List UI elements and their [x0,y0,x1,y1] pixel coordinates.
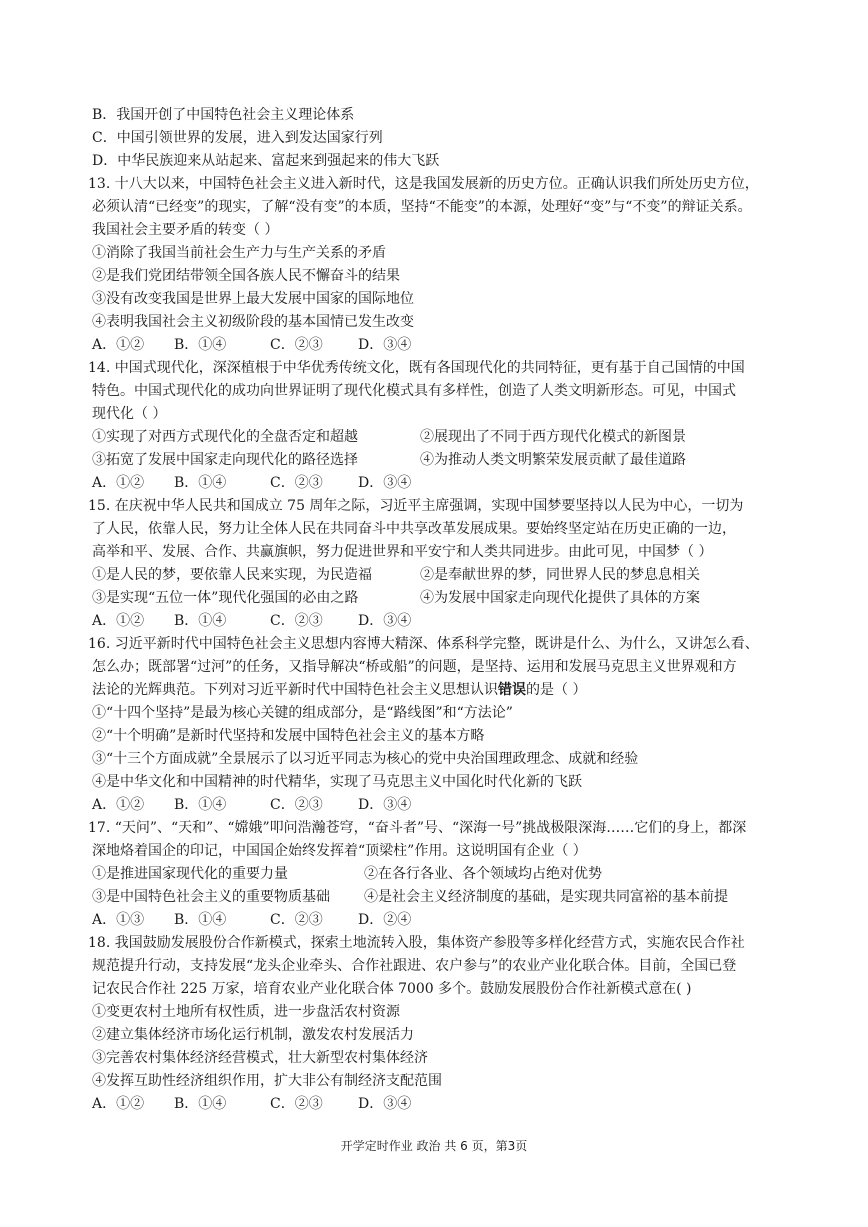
q16-answers [92,794,808,817]
page-footer: 开学定时作业 政治 共 6 页，第3页 [340,1139,528,1153]
q14-answer-d: D．③④ [358,475,412,491]
q18-answer-a: A．①② [92,1096,145,1112]
q13-item: ④表明我国社会主义初级阶段的基本国情已发生改变 [92,314,414,330]
q16-answer-a: A．①② [92,797,145,813]
q17-answer-a: A．①③ [92,912,145,928]
q16-answer-b: B．①④ [174,797,227,813]
q15-answer-d: D．③④ [358,613,412,629]
q13-item: ③没有改变我国是世界上最大发展中国家的国际地位 [92,291,414,307]
q17-stem-line: 17. “天问”、“天和”、“嫦娥”叩问浩瀚苍穹，“奋斗者”号、“深海一号”挑战极限深海……它们的身上，都深 [88,820,747,836]
q16-stem-line: 16. 习近平新时代中国特色社会主义思想内容博大精深、体系科学完整，既讲是什么、为什么，又讲怎么看、 [88,636,759,652]
q13-answer-c: C．②③ [270,337,323,353]
q14-answer-a: A．①② [92,475,145,491]
q14-stem-line: 14. 中国式现代化，深深植根于中华优秀传统文化，既有各国现代化的共同特征，更有基于自己国情的中国 [88,360,745,376]
q15-answer-a: A．①② [92,613,145,629]
q18-stem-line: 18. 我国鼓励发展股份合作新模式，探索土地流转入股，集体资产参股等多样化经营方式，实施农民合作社 [88,935,745,951]
q13-answer-d: D．③④ [358,337,412,353]
q14-stem-line: 现代化（ ） [92,406,167,422]
q15-item-row [92,564,808,587]
q18-item: ①变更农村土地所有权性质，进一步盘活农村资源 [92,1004,400,1020]
q13-stem-line: 我国社会主要矛盾的转变（ ） [92,222,279,238]
q14-item-row [92,426,808,449]
q17-item-row [92,863,808,886]
q15-stem-line: 了人民，依靠人民，努力让全体人民在共同奋斗中共享改革发展成果。要始终坚定站在历史正确的一边， [92,521,736,537]
prev-option-c: C．中国引领世界的发展，进入到发达国家行列 [92,130,383,146]
q16-item: ④是中华文化和中国精神的时代精华，实现了马克思主义中国化时代化新的飞跃 [92,774,582,790]
q14-answer-c: C．②③ [270,475,323,491]
q13-item: ①消除了我国当前社会生产力与生产关系的矛盾 [92,245,386,261]
q17-item: ②在各行各业、各个领域均占绝对优势 [364,866,602,882]
q17-item-row [92,886,808,909]
q13-stem-line: 13. 十八大以来，中国特色社会主义进入新时代，这是我国发展新的历史方位。正确认识我们所处历史方位， [88,176,759,192]
q17-answer-d: D．②④ [358,912,412,928]
q14-item: ④为推动人类文明繁荣发展贡献了最佳道路 [420,452,686,468]
q16-stem-line [92,679,808,702]
q16-answer-d: D．③④ [358,797,412,813]
q14-item-row [92,449,808,472]
q17-stem-line: 深地烙着国企的印记，中国国企始终发挥着“顶梁柱”作用。这说明国有企业（ ） [92,843,587,859]
q15-answers [92,610,808,633]
q16-stem-text: 法论的光辉典范。下列对习近平新时代中国特色社会主义思想认识 [92,682,498,698]
q15-item: ③是实现“五位一体”现代化强国的必由之路 [92,590,359,606]
q17-item: ①是推进国家现代化的重要力量 [92,866,288,882]
q18-answer-b: B．①④ [174,1096,227,1112]
q15-answer-b: B．①④ [174,613,227,629]
q13-answer-a: A．①② [92,337,145,353]
q18-item: ③完善农村集体经济经营模式，壮大新型农村集体经济 [92,1050,428,1066]
q14-item: ②展现出了不同于西方现代化模式的新图景 [420,429,686,445]
q16-stem-line: 怎么办；既部署“过河”的任务，又指导解决“桥或船”的问题，是坚持、运用和发展马克思主义世界观和方 [92,659,737,675]
prev-option-d: D．中华民族迎来从站起来、富起来到强起来的伟大飞跃 [92,153,440,169]
q15-item: ②是奉献世界的梦，同世界人民的梦息息相关 [420,567,700,583]
q15-stem-line: 高举和平、发展、合作、共赢旗帜，努力促进世界和平安宁和人类共同进步。由此可见，中国梦（ ） [92,544,713,560]
q16-emphasis: 错误 [498,682,526,698]
q15-item: ④为发展中国家走向现代化提供了具体的方案 [420,590,700,606]
q17-item: ③是中国特色社会主义的重要物质基础 [92,889,330,905]
q17-answer-b: B．①④ [174,912,227,928]
q18-answer-c: C．②③ [270,1096,323,1112]
q14-answer-b: B．①④ [174,475,227,491]
q13-stem-line: 必须认清“已经变”的现实，了解“没有变”的本质，坚持“不能变”的本源，处理好“变”与“不变”的辩证关系。 [92,199,752,215]
q14-stem-line: 特色。中国式现代化的成功向世界证明了现代化模式具有多样性，创造了人类文明新形态。可见，中国式 [92,383,736,399]
q15-item: ①是人民的梦，要依靠人民来实现，为民造福 [92,567,372,583]
q13-answers [92,334,808,357]
q18-item: ②建立集体经济市场化运行机制，激发农村发展活力 [92,1027,414,1043]
q18-answer-d: D．③④ [358,1096,412,1112]
q16-item: ③“十三个方面成就”全景展示了以习近平同志为核心的党中央治国理政理念、成就和经验 [92,751,639,767]
q17-item: ④是社会主义经济制度的基础，是实现共同富裕的基本前提 [364,889,728,905]
q16-item: ①“十四个坚持”是最为核心关键的组成部分，是“路线图”和“方法论” [92,705,513,721]
q17-answers [92,909,808,932]
q18-item: ④发挥互助性经济组织作用，扩大非公有制经济支配范围 [92,1073,442,1089]
q16-item: ②“十个明确”是新时代坚持和发展中国特色社会主义的基本方略 [92,728,485,744]
prev-option-b: B．我国开创了中国特色社会主义理论体系 [92,107,355,123]
q18-answers [92,1093,808,1116]
q18-stem-line: 规范提升行动，支持发展“龙头企业牵头、合作社跟进、农户参与”的农业产业化联合体。目前，全国已登 [92,958,737,974]
q15-stem-line: 15. 在庆祝中华人民共和国成立 75 周年之际，习近平主席强调，实现中国梦要坚持以人民为中心，一切为 [88,498,744,514]
q17-answer-c: C．②③ [270,912,323,928]
q14-item: ③拓宽了发展中国家走向现代化的路径选择 [92,452,358,468]
q15-item-row [92,587,808,610]
q18-stem-line: 记农民合作社 225 万家，培育农业产业化联合体 7000 多个。鼓励发展股份合作社新模式意在( ) [92,981,692,997]
q16-stem-text: 的是（ ） [526,682,587,698]
q15-answer-c: C．②③ [270,613,323,629]
q13-answer-b: B．①④ [174,337,227,353]
q14-answers [92,472,808,495]
q16-answer-c: C．②③ [270,797,323,813]
q14-item: ①实现了对西方式现代化的全盘否定和超越 [92,429,358,445]
q13-item: ②是我们党团结带领全国各族人民不懈奋斗的结果 [92,268,400,284]
